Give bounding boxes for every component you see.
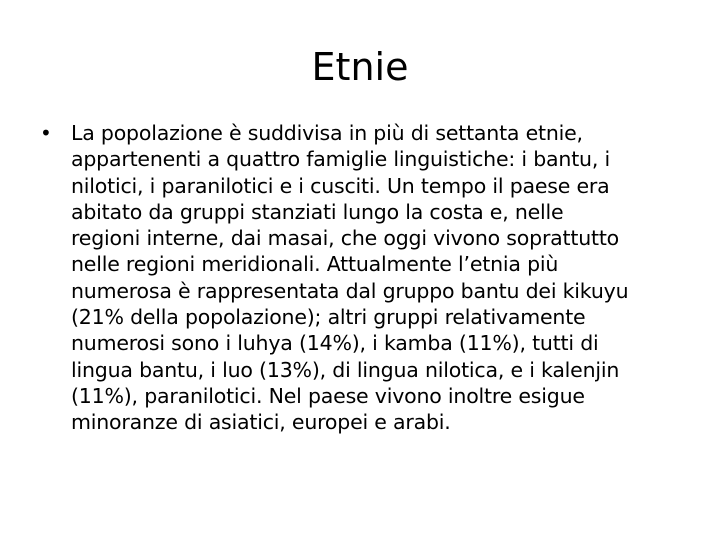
slide-title: Etnie xyxy=(311,45,409,89)
bullet-text: La popolazione è suddivisa in più di settanta etnie, appartenenti a quattro famiglie linguistiche: i bantu, i nilotici, i paranilotici e i cusciti. Un tempo il paese era abitato da gruppi stanziati lungo la costa e, nelle regioni interne, dai masai, che oggi vivono soprattutto nelle regioni meridionali. Attualmente l’etnia più numerosa è rappresentata dal gruppo bantu dei kikuyu (21% della popolazione); altri gruppi relativamente numerosi sono i luhya (14%), i kamba (11%), tutti di lingua bantu, i luo (13%), di lingua nilotica, e i kalenjin (11%), paranilotici. Nel paese vivono inoltre esigue minoranze di asiatici, europei e arabi. xyxy=(71,121,629,435)
bullet-icon: • xyxy=(40,121,52,145)
bullet-list-item xyxy=(40,120,690,436)
slide-body xyxy=(40,120,690,436)
